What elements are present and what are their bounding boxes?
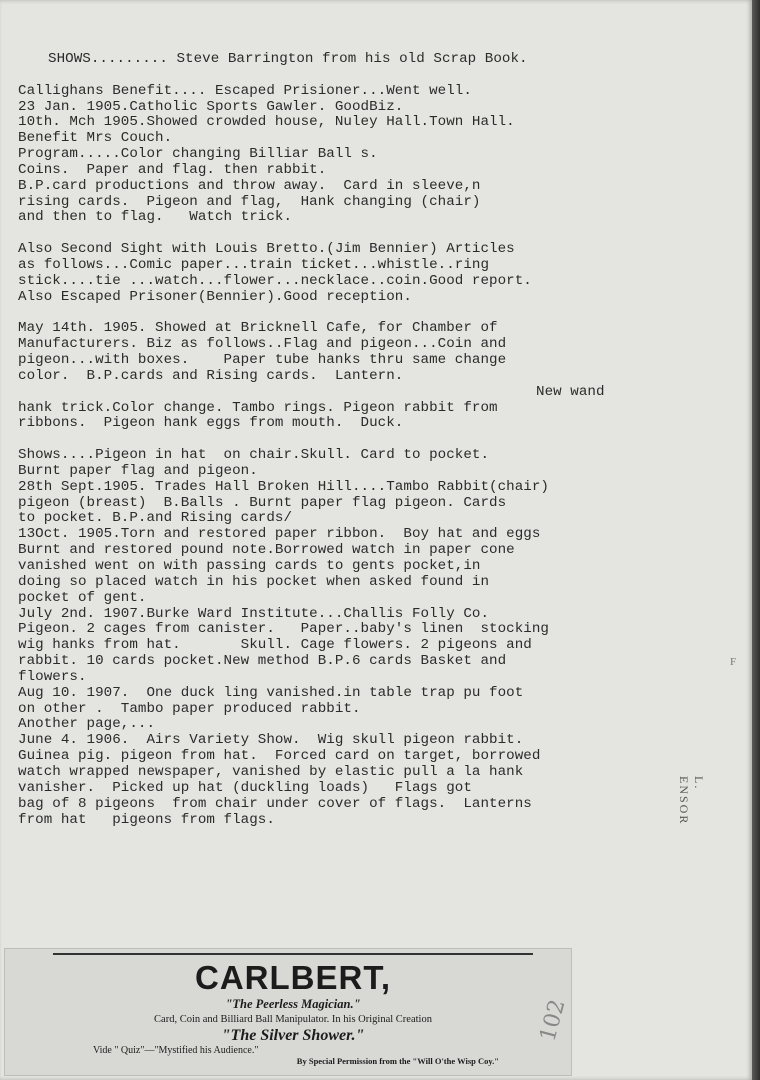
margin-mark: F <box>730 656 737 668</box>
text-line: 28th Sept.1905. Trades Hall Broken Hill....Tambo Rabbit(chair) <box>18 478 549 495</box>
text-line: and then to flag. Watch trick. <box>18 209 293 226</box>
text-line: Coins. Paper and flag. then rabbit. <box>18 161 327 178</box>
text-line: from hat pigeons from flags. <box>18 811 275 828</box>
text-line: Burnt paper flag and pigeon. <box>18 462 258 479</box>
text-line: vanisher. Picked up hat (duckling loads) Flags got <box>18 779 472 796</box>
text-line: 23 Jan. 1905.Catholic Sports Gawler. GoodBiz. <box>18 98 404 115</box>
text-line: watch wrapped newspaper, vanished by elastic pull a la hank <box>18 763 524 780</box>
spacer <box>18 68 708 84</box>
clipping-content <box>53 953 533 1067</box>
text-line: Aug 10. 1907. One duck ling vanished.in table trap pu foot <box>18 684 524 701</box>
page-edge-shadow <box>752 0 760 1080</box>
text-line: pigeon (breast) B.Balls . Burnt paper flag pigeon. Cards <box>18 494 507 511</box>
text-line: to pocket. B.P.and Rising cards/ <box>18 510 293 527</box>
text-line: vanished went on with passing cards to gents pocket,in <box>18 558 481 574</box>
spacer <box>18 226 708 242</box>
paragraph-may-14 <box>18 321 708 432</box>
text-line: 10th. Mch 1905.Showed crowded house, Nuley Hall.Town Hall. <box>18 114 515 131</box>
text-line: New wand <box>536 383 605 400</box>
page-title: SHOWS......... Steve Barrington from his old Scrap Book. <box>48 51 528 67</box>
newspaper-clipping <box>4 948 572 1076</box>
text-line: May 14th. 1905. Showed at Bricknell Cafe, for Chamber of <box>18 320 498 337</box>
side-note-ensor: L. ENSOR <box>677 776 706 826</box>
paragraph-second-sight <box>18 242 708 305</box>
text-line: B.P.card productions and throw away. Card in sleeve,n <box>18 177 481 194</box>
spacer <box>18 432 708 448</box>
text-line: hank trick.Color change. Tambo rings. Pigeon rabbit from <box>18 399 498 416</box>
text-line: as follows...Comic paper...train ticket...whistle..ring <box>18 256 490 273</box>
text-line: ribbons. Pigeon hank eggs from mouth. Duck. <box>18 415 404 432</box>
text-line: pocket of gent. <box>18 589 147 606</box>
text-line: Benefit Mrs Couch. <box>18 130 173 147</box>
text-line: Also Second Sight with Louis Bretto.(Jim Bennier) Articles <box>18 241 515 258</box>
text-line: doing so placed watch in his pocket when asked found in <box>18 573 490 590</box>
text-line: 13Oct. 1905.Torn and restored paper ribbon. Boy hat and eggs <box>18 526 541 543</box>
text-line: Callighans Benefit.... Escaped Prisioner...Went well. <box>18 82 472 99</box>
text-line: pigeon...with boxes. Paper tube hanks thru same change <box>18 352 507 369</box>
clipping-headline: CARLBERT, <box>195 959 391 996</box>
text-line: July 2nd. 1907.Burke Ward Institute...Challis Folly Co. <box>18 605 490 622</box>
text-line: stick....tie ...watch...flower...necklace..coin.Good report. <box>18 272 532 289</box>
text-line: Guinea pig. pigeon from hat. Forced card on target, borrowed <box>18 748 541 765</box>
typed-notes <box>18 52 708 828</box>
clipping-permission: By Special Permission from the "Will O'the Wisp Coy." <box>296 1056 499 1066</box>
clipping-show-title: "The Silver Shower." <box>221 1027 365 1044</box>
paragraph-benefit <box>18 84 708 227</box>
text-line: Program.....Color changing Billiar Ball s. <box>18 146 378 163</box>
text-line: Shows....Pigeon in hat on chair.Skull. Card to pocket. <box>18 447 490 464</box>
text-line: flowers. <box>18 668 87 685</box>
text-line: on other . Tambo paper produced rabbit. <box>18 700 361 717</box>
text-line: color. B.P.cards and Rising cards. Lantern. <box>18 367 404 384</box>
text-line: bag of 8 pigeons from chair under cover of flags. Lanterns <box>18 795 532 812</box>
text-line: Burnt and restored pound note.Borrowed watch in paper cone <box>18 542 515 559</box>
text-line: rising cards. Pigeon and flag, Hank changing (chair) <box>18 193 481 210</box>
paragraph-shows-list <box>18 448 708 828</box>
text-line: wig hanks from hat. Skull. Cage flowers. 2 pigeons and <box>18 637 532 654</box>
text-line: June 4. 1906. Airs Variety Show. Wig skull pigeon rabbit. <box>18 732 524 749</box>
clipping-tagline: "The Peerless Magician." <box>225 997 361 1011</box>
text-line: rabbit. 10 cards pocket.New method B.P.6 cards Basket and <box>18 653 507 670</box>
spacer <box>18 306 708 322</box>
text-line: Another page,... <box>18 716 156 733</box>
text-line: Pigeon. 2 cages from canister. Paper..baby's linen stocking <box>18 621 549 638</box>
pencil-annotation: 102 <box>535 996 571 1045</box>
text-line: Manufacturers. Biz as follows..Flag and pigeon...Coin and <box>18 336 507 353</box>
clipping-description: Card, Coin and Billiard Ball Manipulator. In his Original Creation <box>154 1014 432 1025</box>
clipping-review: Vide " Quiz"—"Mystified his Audience." <box>93 1045 259 1056</box>
text-line: Also Escaped Prisoner(Bennier).Good reception. <box>18 288 412 305</box>
